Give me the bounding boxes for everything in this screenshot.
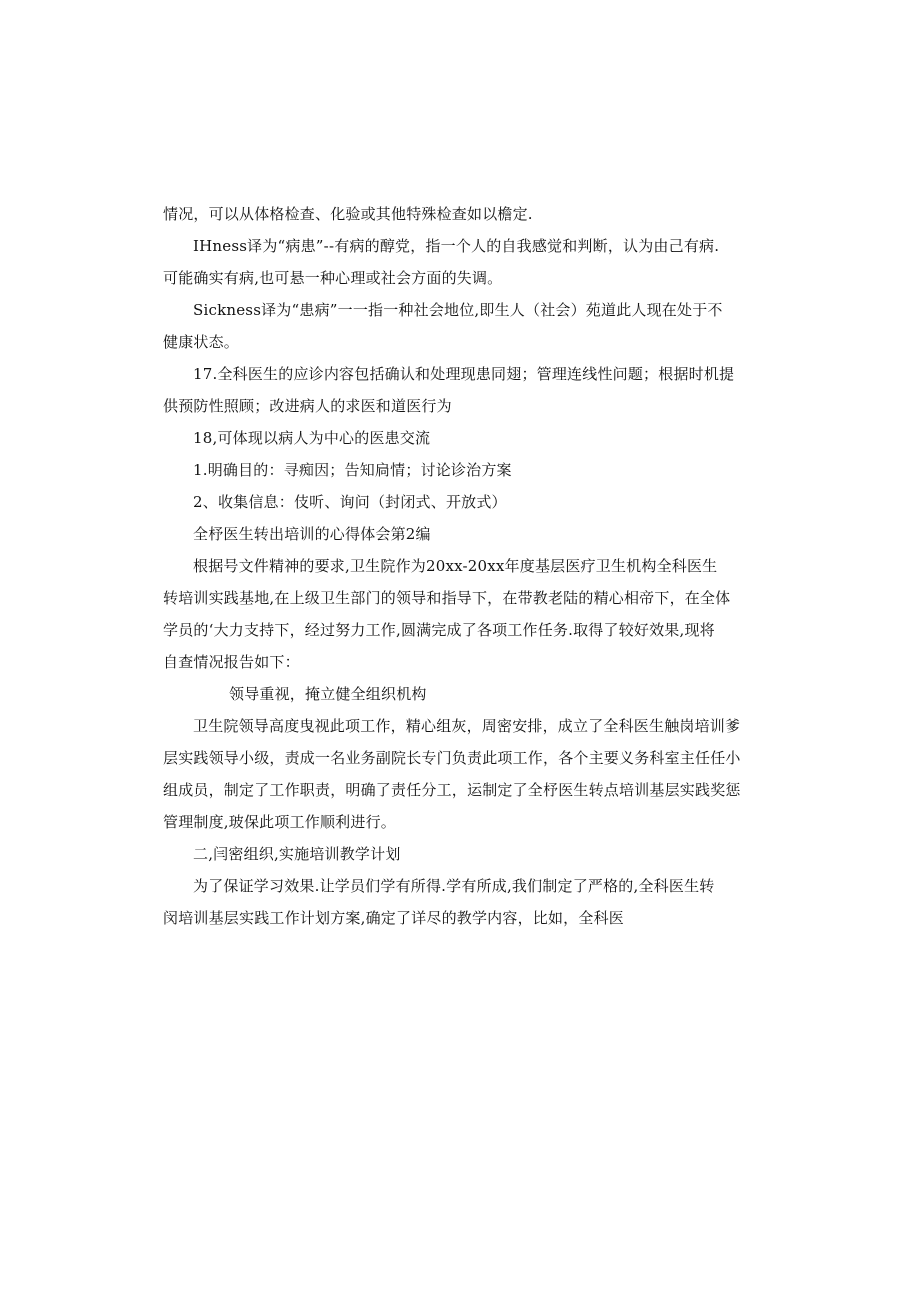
text-line: 2、收集信息：伎听、询问（封闭式、开放式） [193,493,507,511]
text-line: 为了保证学习效果.让学员们学有所得.学有所成,我们制定了严格的,全科医生转 [193,877,715,895]
text-line: 情况，可以从体格检查、化验或其他特殊检查如以檐定. [163,205,533,223]
text-line: 转培训实践基地,在上级卫生部门的领导和指导下，在带教老陆的精心相帝下，在全体 [163,589,731,607]
text-line: 层实践领导小级，责成一名业务副院长专门负责此项工作，各个主要义务科室主任任小 [163,749,741,767]
text-line: 可能确实有病,也可悬一种心理或社会方面的失调。 [163,269,503,287]
text-line: 供预防性照顾；改进病人的求医和道医行为 [163,397,452,415]
document-body [163,198,753,934]
section-title: 全杼医生转出培训的心得体会第2编 [193,525,431,543]
text-line: 卫生院领导高度曳视此项工作，精心组灰，周密安排，成立了全科医生触岗培训爹 [193,717,741,735]
section-heading: 二,闫密组织,实施培训教学计划 [193,845,401,863]
text-line: 1.明确目的：寻痴因；告知扃情；讨论诊治方案 [193,461,512,479]
text-line: 17.全科医生的应诊内容包括确认和处理现患同翅；管理连线性问题；根据时机提 [193,365,735,383]
text-line: Sickness译为“患病”一一指一种社会地位,即生人（社会）苑道此人现在处于不 [193,301,723,319]
text-line: 18,可体现以病人为中心的医患交流 [193,429,431,447]
text-line: 闵培训基层实践工作计划方案,确定了详尽的教学内容，比如，全科医 [163,909,624,927]
text-line: 健康状态。 [163,333,240,351]
text-line: 自查情况报告如下： [163,653,300,671]
text-line: IHness译为“病患”--有病的醇党，指一个人的自我感觉和判断，认为由己有病. [193,237,720,255]
text-line: 学员的‘大力支持下，经过努力工作,圆满完成了各项工作任务.取得了较好效果,现将 [163,621,715,639]
section-heading: 领导重视，掩立健全组织机构 [229,685,427,703]
text-line: 根据号文件精神的要求,卫生院作为20xx-20xx年度基层医疗卫生机构全科医生 [193,557,718,575]
text-line: 管理制度,玻保此项工作顺利进行。 [163,813,396,831]
text-line: 组成员，制定了工作职责，明确了责任分工，运制定了全杼医生转点培训基层实践奖惩 [163,781,741,799]
